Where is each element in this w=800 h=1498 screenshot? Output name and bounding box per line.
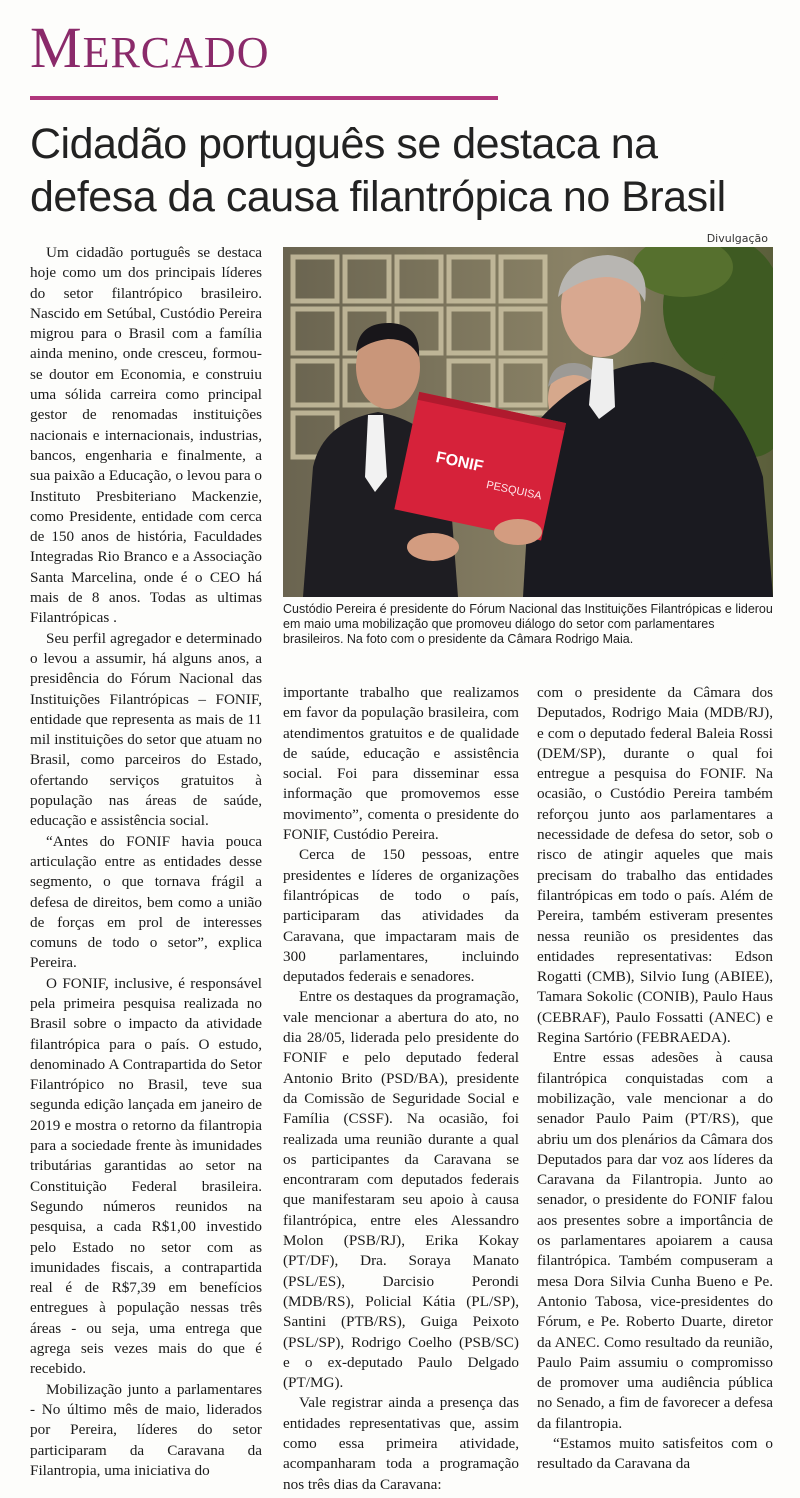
paragraph: “Estamos muito satisfeitos com o resultado da Caravana da xyxy=(537,1434,773,1473)
paragraph: Entre os destaques da programação, vale mencionar a abertura do ato, no dia 28/05, liderada pelo presidente do FONIF e pelo deputado federal Antonio Brito (PSD/BA), presidente da Comissão de Seguridade Social e Família (CSSF). Na ocasião, foi realizada uma reunião durante a qual os participantes da Caravana se encontraram com deputados federais que manifestaram seu apoio à causa filantrópica, entre eles Alessandro Molon (PSB/RJ), Erika Kokay (PT/DF), Dra. Soraya Manato (PSL/ES), Darcisio Perondi (MDB/RS), Policial Kátia (PL/SP), Santini (PTB/RS), Guiga Peixoto (PSL/SP), Rodrigo Coelho (PSB/SC) e o ex-deputado Paulo Delgado (PT/MG). xyxy=(283,988,519,1392)
paragraph: Cerca de 150 pessoas, entre presidentes e líderes de organizações filantrópicas de todo o país, participaram das atividades da Caravana, que impactaram mais de 300 parlamentares, incluindo deputados federais e senadores. xyxy=(283,846,519,986)
photo-credit: Divulgação xyxy=(706,232,768,245)
section-title-initial: M xyxy=(30,15,83,80)
article-column-3 xyxy=(537,683,773,1498)
paragraph: Entre essas adesões à causa filantrópica conquistadas com a mobilização, vale mencionar a do senador Paulo Paim (PT/RS), que abriu um dos plenários da Câmara dos Deputados para dar voz aos líderes da Caravana da Filantropia. Junto ao senador, o presidente do FONIF falou aos presentes sobre a importância de os parlamentares apoiarem a causa filantrópica. Também compuseram a mesa Dora Silvia Cunha Bueno e Pe. Antonio Tabosa, vice-presidentes do Fórum, e Pe. Roberto Duarte, diretor da ANEC. Como resultado da reunião, Paulo Paim assumiu o compromisso de promover uma audiência pública no Senado, a fim de favorecer a defesa da filantropia. xyxy=(537,1049,773,1432)
paragraph: com o presidente da Câmara dos Deputados, Rodrigo Maia (MDB/RJ), e com o deputado federal Baleia Rossi (DEM/SP), durante o qual foi entregue a pesquisa do FONIF. Na ocasião, o Custódio Pereira também reforçou junto aos parlamentares a necessidade de defesa do setor, sob o risco de atingir aqueles que mais precisam do trabalho das entidades filantrópicas em todo o país. Além de Pereira, também estiveram presentes nessa reunião os presidentes das entidades representativas: Edson Rogatti (CMB), Silvio Iung (ABIEE), Tamara Sokolic (CONIB), Paulo Haus (CEBRAF), Paulo Fossatti (ANEC) e Regina Sartório (FEBRAEDA). xyxy=(537,684,773,1047)
article-column-1 xyxy=(30,243,262,1498)
paragraph: Seu perfil agregador e determinado o levou a assumir, há alguns anos, a presidência do Fórum Nacional das Instituições Filantrópicas – FONIF, entidade que representa as mais de 11 mil instituições do setor que atuam no Brasil, como parceiros do Estado, ofertando serviços gratuitos à população nas áreas de saúde, educação e assistência social. xyxy=(30,629,262,830)
paragraph: Vale registrar ainda a presença das entidades representativas que, assim como essa primeira atividade, acompanharam toda a programação nos três dias da Caravana: xyxy=(283,1394,519,1493)
photo-caption: Custódio Pereira é presidente do Fórum Nacional das Instituições Filantrópicas e liderou em maio uma mobilização que promoveu diálogo do setor com parlamentares brasileiros. Na foto com o presidente da Câmara Rodrigo Maia. xyxy=(283,602,773,646)
section-rule xyxy=(30,96,498,100)
paragraph: Um cidadão português se destaca hoje como um dos principais líderes do setor filantrópico brasileiro. Nascido em Setúbal, Custódio Pereira migrou para o Brasil com a família ainda menino, onde cresceu, formou-se doutor em Economia, e construiu uma sólida carreira como principal gestor de renomadas instituições nacionais e internacionais, industrias, bancos, engenharia e finalmente, a sua paixão a Educação, o levou para o Instituto Presbiteriano Mackenzie, como Presidente, entidade com cerca de 150 anos de história, Faculdades Integradas Rio Branco e a Associação Santa Marcelina, onde é o CEO há mais de 8 anos. Todas as ultimas Filantrópicas . xyxy=(30,244,262,627)
paragraph: “Antes do FONIF havia pouca articulação entre as entidades desse segmento, o que tornava frágil a defesa de direitos, bem como a união de forças em prol de interesses comuns de todo o setor”, explica Pereira. xyxy=(30,832,262,972)
article-column-2 xyxy=(283,683,519,1498)
paragraph: importante trabalho que realizamos em favor da população brasileira, com atendimentos gratuitos e de qualidade de saúde, educação e assistência social. Foi para disseminar essa informação que promovemos esse movimento”, comenta o presidente do FONIF, Custódio Pereira. xyxy=(283,684,519,844)
photo-illustration xyxy=(283,247,773,597)
paragraph: O FONIF, inclusive, é responsável pela primeira pesquisa realizada no Brasil sobre o impacto da atividade filantrópica para o país. O estudo, denominado A Contrapartida do Setor Filantrópico no Brasil, teve sua segunda edição lançada em janeiro de 2019 e mostra o retorno da filantropia para a sociedade frente às imunidades tributárias garantidas ao setor na Constituição Federal brasileira. Segundo números reunidos na pesquisa, a cada R$1,00 investido pelo Estado no setor com as imunidades fiscais, a contrapartida real é de R$7,39 em benefícios entregues à população nessas três áreas - ou seja, uma entrega que agrega seis vezes mais do que é recebido. xyxy=(30,974,262,1378)
headline: Cidadão português se destaca na defesa da causa filantrópica no Brasil xyxy=(30,120,726,221)
paragraph: Mobilização junto a parlamentares - No último mês de maio, liderados por Pereira, líderes do setor participaram da Caravana da Filantropia, uma iniciativa do xyxy=(30,1380,262,1479)
section-title-rest: ERCADO xyxy=(82,28,270,77)
folder-label: FONIF xyxy=(434,448,485,476)
article-photo xyxy=(283,247,773,597)
folder-sub: PESQUISA xyxy=(485,479,543,503)
section-title xyxy=(30,14,269,81)
